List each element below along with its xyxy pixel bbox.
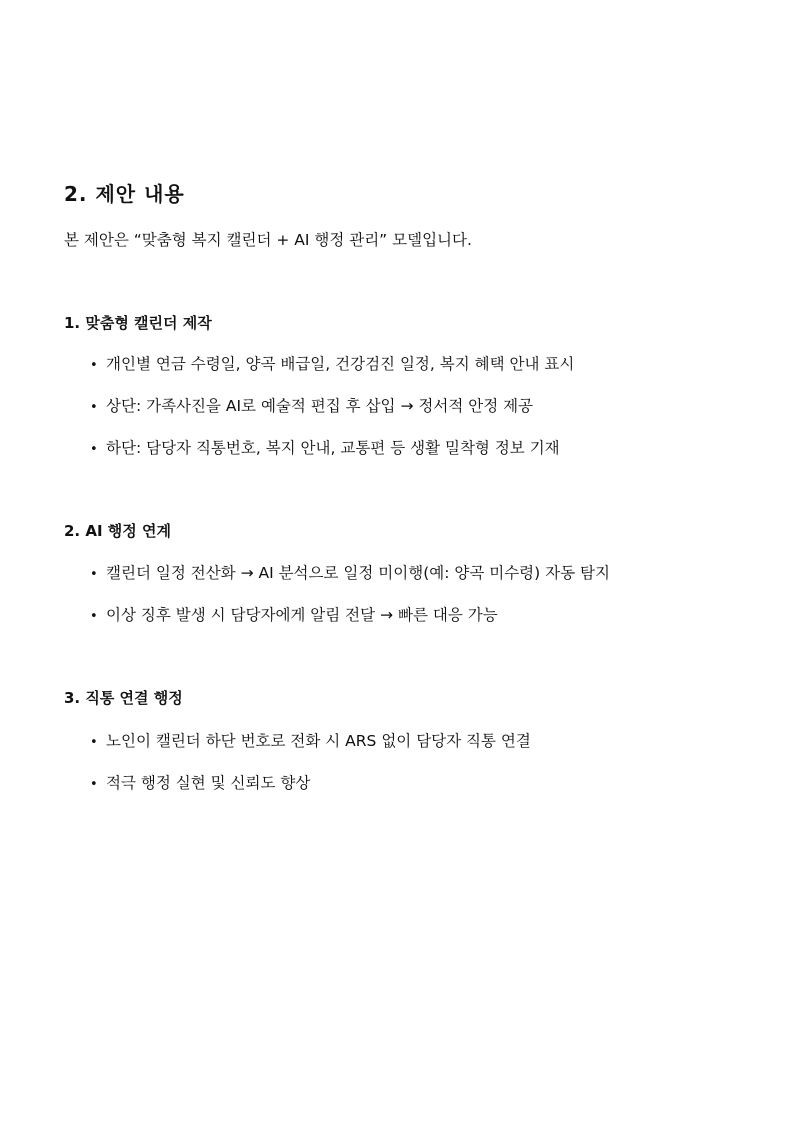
list-item-text: 개인별 연금 수령일, 양곡 배급일, 건강검진 일정, 복지 혜택 안내 표시: [106, 355, 575, 373]
bullet-icon: •: [90, 567, 98, 582]
list-item-text: 노인이 캘린더 하단 번호로 전화 시 ARS 없이 담당자 직통 연결: [106, 732, 531, 750]
bullet-icon: •: [90, 735, 98, 750]
page-heading: 2. 제안 내용: [64, 182, 185, 206]
bullet-icon: •: [90, 400, 98, 415]
list-item: [90, 771, 310, 793]
section-title-ai-admin: 2. AI 행정 연계: [64, 522, 171, 540]
list-item: [90, 352, 574, 374]
list-item-text: 이상 징후 발생 시 담당자에게 알림 전달 → 빠른 대응 가능: [106, 606, 498, 624]
list-item: [90, 603, 498, 625]
list-item: [90, 561, 610, 583]
intro-paragraph: 본 제안은 “맞춤형 복지 캘린더 + AI 행정 관리” 모델입니다.: [64, 231, 472, 249]
bullet-icon: •: [90, 358, 98, 373]
list-item-text: 상단: 가족사진을 AI로 예술적 편집 후 삽입 → 정서적 안정 제공: [106, 397, 534, 415]
list-item-text: 캘린더 일정 전산화 → AI 분석으로 일정 미이행(예: 양곡 미수령) 자동 탐지: [106, 564, 610, 582]
list-item: [90, 436, 560, 458]
section-title-custom-calendar: 1. 맞춤형 캘린더 제작: [64, 314, 212, 332]
bullet-icon: •: [90, 777, 98, 792]
list-item-text: 하단: 담당자 직통번호, 복지 안내, 교통편 등 생활 밀착형 정보 기재: [106, 439, 560, 457]
list-item: [90, 729, 531, 751]
list-item: [90, 394, 533, 416]
section-title-direct-line: 3. 직통 연결 행정: [64, 689, 183, 707]
list-item-text: 적극 행정 실현 및 신뢰도 향상: [106, 774, 311, 792]
bullet-icon: •: [90, 609, 98, 624]
bullet-icon: •: [90, 442, 98, 457]
